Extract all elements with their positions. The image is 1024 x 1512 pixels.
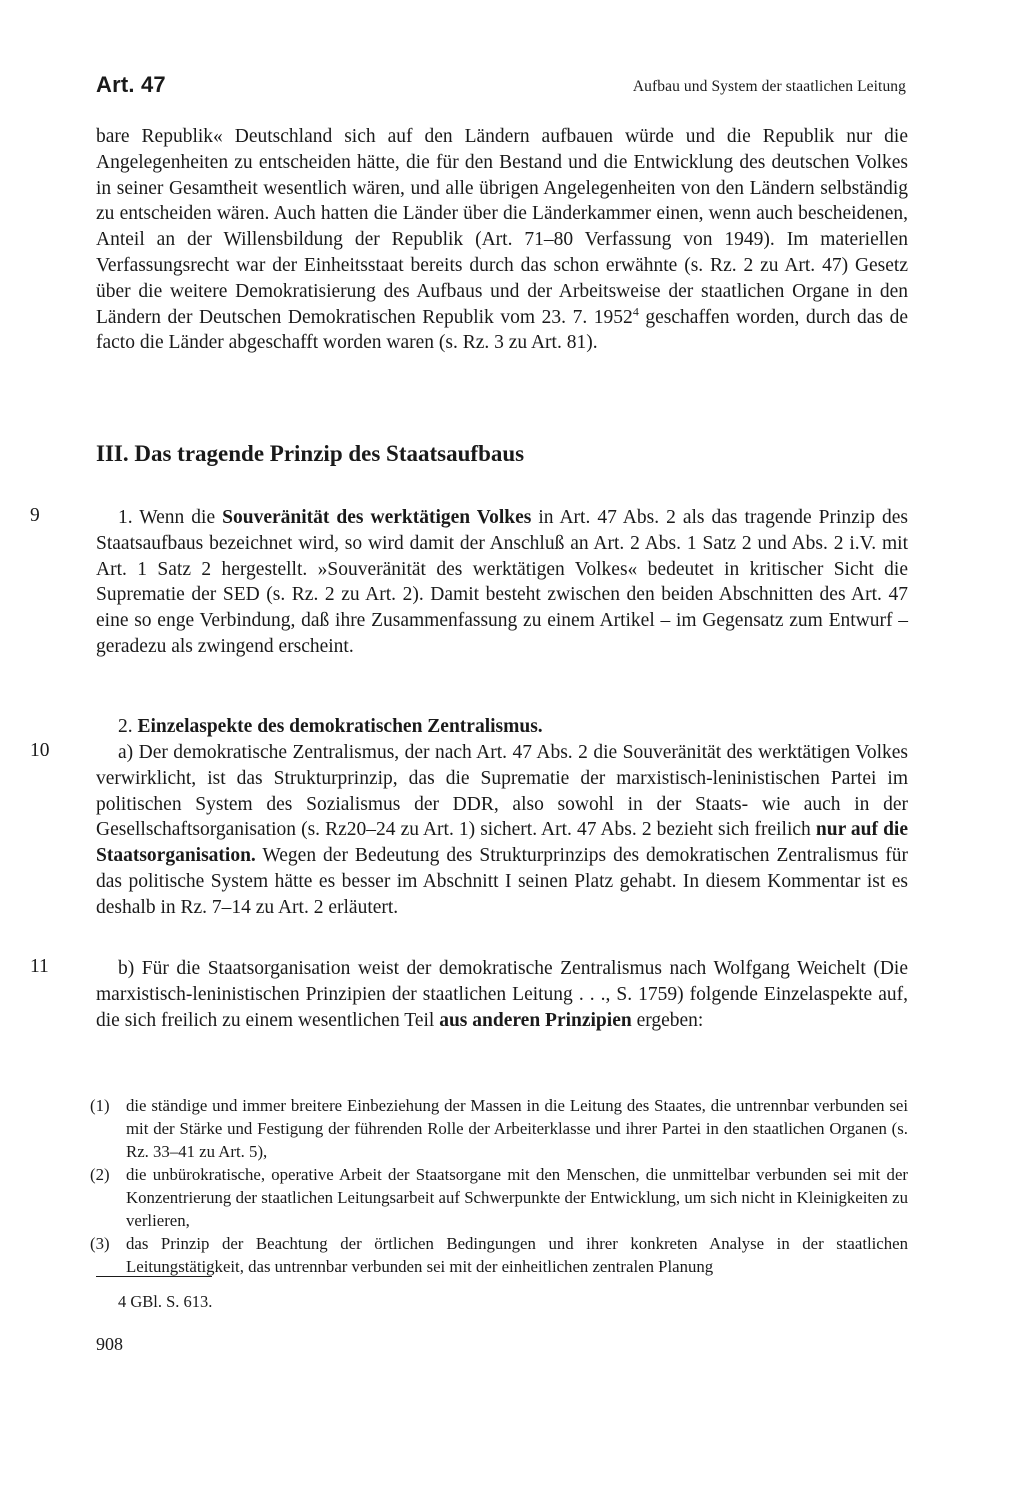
footnote-divider bbox=[96, 1276, 212, 1277]
margin-number-9: 9 bbox=[30, 505, 40, 526]
paragraph-10-emphasis: nur auf die Staatsorganisation. bbox=[96, 819, 909, 867]
running-title: Aufbau und System der staatlichen Leitung bbox=[632, 78, 906, 95]
paragraph-10-text-1: a) Der demokratische Zentralismus, der nach Art. 47 Abs. 2 die Souveränität des werktätigen Volkes verwirklicht, ist das Strukturprinzip, das die Suprematie der marxistisch-leninistischen Partei im politischen System des Sozialismus der DDR, also sowohl in der Staats- wie auch in der Gesellschaftsorganisation (s. Rz20–24 zu Art. 1) sichert. Art. 47 Abs. 2 bezieht sich freilich bbox=[96, 742, 908, 841]
page-number: 908 bbox=[96, 1334, 123, 1354]
margin-number-10: 10 bbox=[30, 740, 50, 761]
paragraph-10-text-2: Wegen der Bedeutung des Strukturprinzips des demokratischen Zentralismus für das politische System hätte es besser im Abschnitt I seinen Platz gehabt. In diesem Kommentar ist es deshalb in Rz. 7–14 zu Art. 2 erläutert. bbox=[96, 845, 908, 918]
enumerated-list bbox=[90, 1094, 908, 1278]
list-item bbox=[90, 1163, 908, 1232]
footnote: 4 GBl. S. 613. bbox=[118, 1292, 213, 1311]
list-item bbox=[90, 1232, 908, 1278]
subheading-2 bbox=[96, 714, 908, 740]
intro-paragraph bbox=[96, 124, 908, 356]
intro-text-2: geschaffen worden, durch das de facto die Länder abgeschafft worden waren (s. Rz. 3 zu Art. 81). bbox=[96, 306, 908, 354]
list-item-number: (3) bbox=[90, 1234, 110, 1253]
subheading-2-number: 2. bbox=[118, 716, 138, 737]
list-item-text: die ständige und immer breitere Einbeziehung der Massen in die Leitung des Staates, die untrennbar verbunden sei mit der Stärke und Festigung der führenden Rolle der Arbeiterklasse und ihrer Partei in den staatlichen Organen (s. Rz. 33–41 zu Art. 5), bbox=[126, 1096, 908, 1161]
article-header: Art. 47 bbox=[96, 72, 166, 97]
list-item bbox=[90, 1094, 908, 1163]
paragraph-9-text-2: in Art. 47 Abs. 2 als das tragende Prinzip des Staatsaufbaus bezeichnet wird, so wird damit der Anschluß an Art. 2 Abs. 1 Satz 2 und Abs. 2 i.V. mit Art. 1 Satz 2 hergestellt. »Souveränität des werktätigen Volkes« bedeutet in kritischer Sicht die Suprematie der SED (s. Rz. 2 zu Art. 2). Damit besteht zwischen den beiden Abschnitten des Art. 47 eine so enge Verbindung, daß ihre Zusammenfassung zu einem Artikel – im Gegensatz zum Entwurf – geradezu als zwingend erscheint. bbox=[96, 507, 908, 657]
paragraph-10 bbox=[96, 740, 908, 921]
paragraph-11-text-2: ergeben: bbox=[631, 1009, 704, 1031]
intro-text-1: bare Republik« Deutschland sich auf den Ländern aufbauen würde und die Republik nur die Angelegenheiten zu entscheiden hätte, die für den Bestand und die Entwicklung des deutschen Volkes in seiner Gesamtheit wesentlich wären, und alle übrigen Angelegenheiten von den Ländern selbständig zu entscheiden wären. Auch hatten die Länder über die Länderkammer einen, wenn auch bescheidenen, Anteil an der Willensbildung der Republik (Art. 71–80 Verfassung von 1949). Im materiellen Verfassungsrecht war der Einheitsstaat bereits durch das schon erwähnte (s. Rz. 2 zu Art. 47) Gesetz über die weitere Demokratisierung des Aufbaus und der Arbeitsweise der staatlichen Organe in den Ländern der Deutschen Demokratischen Republik vom 23. 7. 1952 bbox=[96, 126, 908, 328]
paragraph-9 bbox=[96, 505, 908, 660]
list-item-number: (1) bbox=[90, 1096, 110, 1115]
subheading-2-title: Einzelaspekte des demokratischen Zentralismus. bbox=[137, 716, 543, 737]
paragraph-9-emphasis: Souveränität des werktätigen Volkes bbox=[222, 507, 532, 528]
list-item-number: (2) bbox=[90, 1165, 110, 1184]
paragraph-9-text-1: 1. Wenn die bbox=[118, 507, 223, 528]
footnote-reference: 4 bbox=[632, 304, 639, 319]
list-item-text: die unbürokratische, operative Arbeit der Staatsorgane mit den Menschen, die unmittelbar verbunden sei mit der Konzentrierung der staatlichen Leitungsarbeit auf Schwerpunkte der Entwicklung, um sich nicht in Kleinigkeiten zu verlieren, bbox=[126, 1165, 908, 1230]
paragraph-11-emphasis: aus anderen Prinzipien bbox=[439, 1009, 632, 1031]
section-heading: III. Das tragende Prinzip des Staatsaufbaus bbox=[96, 441, 525, 466]
paragraph-11-text-1: b) Für die Staatsorganisation weist der demokratische Zentralismus nach Wolfgang Weichelt (Die marxistisch-leninistischen Prinzipien der staatlichen Leitung . . ., S. 1759) folgende Einzelaspekte auf, die sich freilich zu einem wesentlichen Teil bbox=[96, 958, 908, 1031]
list-item-text: das Prinzip der Beachtung der örtlichen Bedingungen und ihrer konkreten Analyse in der staatlichen Leitungstätigkeit, das untrennbar verbunden sei mit der einheitlichen zentralen Planung bbox=[126, 1234, 908, 1276]
paragraph-11 bbox=[96, 956, 908, 1033]
margin-number-11: 11 bbox=[30, 956, 49, 977]
